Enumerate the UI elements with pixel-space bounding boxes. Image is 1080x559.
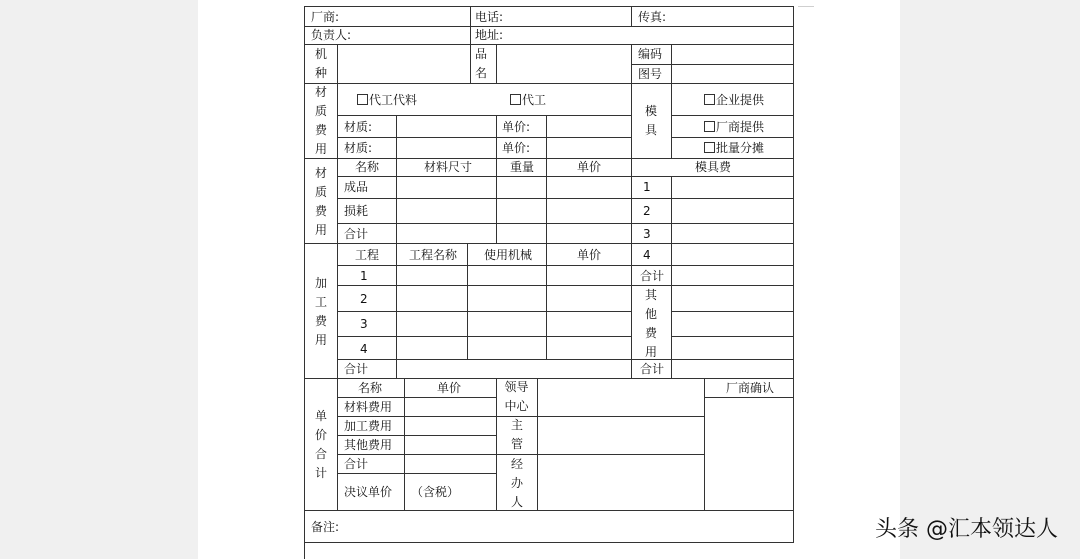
rule xyxy=(337,285,631,286)
code-label: 编码 xyxy=(638,47,663,61)
process-row-4: 4 xyxy=(360,342,368,356)
material-detail-label: 材质费用 xyxy=(314,166,327,237)
material-2-label: 材质: xyxy=(344,141,373,155)
processing-total: 合计 xyxy=(344,362,369,376)
other-fee-row: 其他费用 xyxy=(344,438,393,452)
vendor-confirm-label: 厂商确认 xyxy=(726,381,775,395)
rule xyxy=(396,115,397,158)
fax-label: 传真: xyxy=(638,10,667,24)
material-1-label: 材质: xyxy=(344,120,373,134)
rule xyxy=(337,336,631,337)
address-label: 地址: xyxy=(475,28,504,42)
rule xyxy=(496,158,497,243)
mold-row-4: 4 xyxy=(643,248,651,262)
page-margin-mark xyxy=(798,6,814,7)
owner-label: 负责人: xyxy=(311,28,352,42)
rule xyxy=(396,243,397,378)
phone-label: 电话: xyxy=(475,10,504,24)
mold-row-1: 1 xyxy=(643,180,651,194)
section-label-column-rule xyxy=(337,44,338,510)
unit-price-1-label: 单价: xyxy=(502,120,531,134)
rule xyxy=(671,83,672,158)
rule xyxy=(304,158,794,159)
total-row: 合计 xyxy=(344,457,369,471)
col-material-size: 材料尺寸 xyxy=(424,160,473,174)
col-name: 名称 xyxy=(355,160,380,174)
rule xyxy=(337,473,497,474)
rule xyxy=(546,158,547,243)
rule xyxy=(304,243,794,244)
process-row-2: 2 xyxy=(360,292,368,306)
unit-total-label: 单价合计 xyxy=(314,409,327,480)
rule xyxy=(304,510,794,511)
rule xyxy=(337,115,631,116)
rule xyxy=(671,176,672,378)
leader-center-label: 领导中心 xyxy=(504,380,529,413)
col-unit-price: 单价 xyxy=(437,381,462,395)
row-finished-product: 成品 xyxy=(344,180,369,194)
rule xyxy=(671,311,794,312)
option-labor[interactable] xyxy=(510,93,546,107)
material-cost-label: 材质费用 xyxy=(314,85,327,156)
rule xyxy=(631,64,794,65)
material-fee-row: 材料费用 xyxy=(344,400,393,414)
rule xyxy=(304,378,794,379)
option-labor-material[interactable] xyxy=(357,93,417,107)
vendor-label: 厂商: xyxy=(311,10,340,24)
final-price-row: 决议单价 xyxy=(344,485,393,499)
rule xyxy=(704,397,794,398)
rule xyxy=(337,435,497,436)
rule xyxy=(496,115,497,158)
tax-included-note: （含税） xyxy=(411,485,460,499)
rule xyxy=(631,6,632,26)
rule xyxy=(304,83,794,84)
checkbox-icon[interactable] xyxy=(704,94,715,105)
mold-option-vendor[interactable] xyxy=(704,120,764,134)
rule xyxy=(631,44,632,83)
rule xyxy=(546,243,547,359)
checkbox-icon[interactable] xyxy=(704,142,715,153)
mold-option-company[interactable] xyxy=(704,93,764,107)
mold-option-batch[interactable] xyxy=(704,141,764,155)
col-mold-fee: 模具费 xyxy=(695,160,732,174)
rule xyxy=(404,378,405,510)
rule xyxy=(671,137,794,138)
rule xyxy=(537,378,538,510)
process-row-1: 1 xyxy=(360,269,368,283)
rule xyxy=(671,115,794,116)
rule xyxy=(467,243,468,359)
other-fees-total: 合计 xyxy=(640,362,665,376)
supervisor-label: 主管 xyxy=(510,418,523,451)
mold-row-2: 2 xyxy=(643,204,651,218)
option-label: 代工代料 xyxy=(369,93,418,107)
processing-fee-row: 加工费用 xyxy=(344,419,393,433)
unit-price-2-label: 单价: xyxy=(502,141,531,155)
mold-label: 模具 xyxy=(644,104,657,137)
product-name-label: 品名 xyxy=(474,47,487,80)
drawing-no-label: 图号 xyxy=(638,67,663,81)
col-machine-used: 使用机械 xyxy=(484,248,533,262)
row-total: 合计 xyxy=(344,227,369,241)
col-process: 工程 xyxy=(355,248,380,262)
page-left-rule xyxy=(304,543,305,559)
rule xyxy=(470,6,471,44)
rule xyxy=(337,223,794,224)
checkbox-icon[interactable] xyxy=(357,94,368,105)
rule xyxy=(546,115,547,158)
process-row-3: 3 xyxy=(360,317,368,331)
mold-row-3: 3 xyxy=(643,227,651,241)
other-fees-label: 其他费用 xyxy=(644,288,657,359)
col-name: 名称 xyxy=(358,381,383,395)
option-label: 企业提供 xyxy=(716,93,765,107)
rule xyxy=(671,44,672,83)
option-label: 厂商提供 xyxy=(716,120,765,134)
machine-label: 机种 xyxy=(314,47,327,80)
checkbox-icon[interactable] xyxy=(510,94,521,105)
handler-label: 经办人 xyxy=(510,457,523,509)
rule xyxy=(631,158,632,378)
option-label: 代工 xyxy=(522,93,547,107)
mold-fee-total: 合计 xyxy=(640,269,665,283)
rule xyxy=(671,336,794,337)
rule xyxy=(337,265,794,266)
remarks-label: 备注: xyxy=(311,520,340,534)
row-loss: 损耗 xyxy=(344,204,369,218)
watermark: 头条 @汇本领达人 xyxy=(875,517,1058,542)
rule xyxy=(304,26,794,27)
option-label: 批量分摊 xyxy=(716,141,765,155)
rule xyxy=(396,158,397,243)
rule xyxy=(337,397,497,398)
rule xyxy=(337,359,794,360)
col-unit-price: 单价 xyxy=(577,248,602,262)
processing-label: 加工费用 xyxy=(314,276,327,347)
rule xyxy=(496,44,497,83)
checkbox-icon[interactable] xyxy=(704,121,715,132)
rule xyxy=(337,137,631,138)
col-process-name: 工程名称 xyxy=(409,248,458,262)
form-frame xyxy=(304,6,794,543)
rule xyxy=(631,83,632,158)
col-weight: 重量 xyxy=(510,160,535,174)
rule xyxy=(304,44,794,45)
rule xyxy=(337,198,794,199)
col-unit-price: 单价 xyxy=(577,160,602,174)
rule xyxy=(337,176,794,177)
rule xyxy=(337,311,631,312)
rule xyxy=(496,378,497,510)
rule xyxy=(704,378,705,510)
